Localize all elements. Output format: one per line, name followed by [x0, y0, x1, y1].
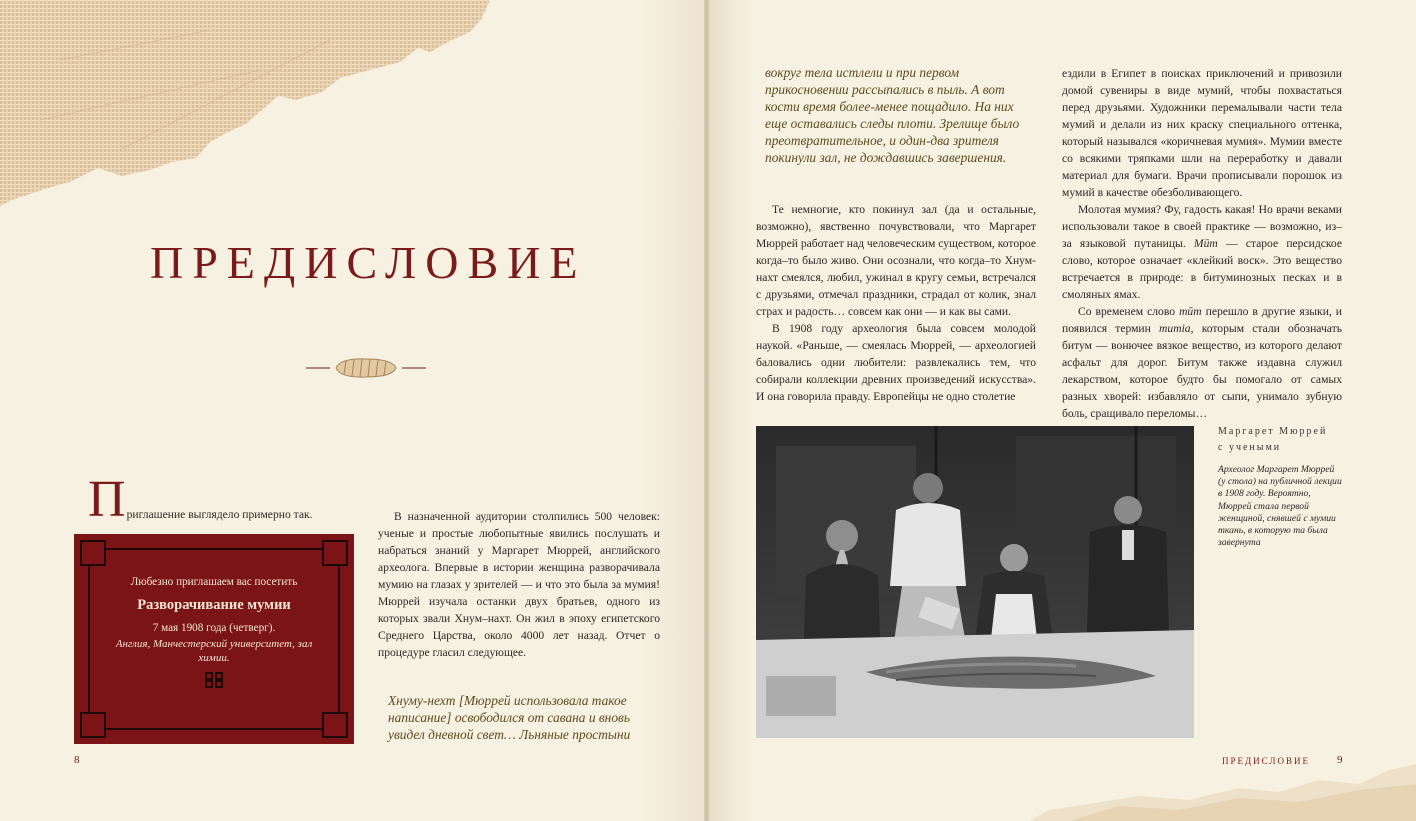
text-run: , которым стали обозначать битум — вонючее вязкое вещество, из которого делают асфальт для дорог. Битум также издавна служил лекарством, которое будто бы помогало от самых разных хворей: избавляло от сыпи, унимало зубную боль, сращивало переломы…: [1062, 322, 1343, 420]
invitation-text: [104, 576, 324, 694]
text-run: Молотая мумия? Фу, гадость какая! Но врачи веками использовали такое в своей практике — возможно, из–за языковой путаницы.: [1062, 203, 1342, 250]
left-page: [0, 0, 707, 821]
wrapped-mummy-ornament-icon: [306, 356, 426, 380]
intro-text: риглашение выглядело примерно так.: [126, 508, 313, 521]
right-quote: вокруг тела истлели и при первом прикосновении рассыпались в пыль. А вот кости время более-менее пощадило. На них еще оставались следы плоти. Зрелище было преотвратительное, и один-два зрителя покинули зал, не дождавшись завершения.: [765, 65, 1020, 165]
page-number-right: 9: [1337, 754, 1343, 766]
left-body-column: [378, 508, 660, 661]
invitation-date: 7 мая 1908 года (четверг).: [152, 622, 276, 634]
linen-cloth-texture: [0, 0, 500, 215]
body-paragraph: ездили в Египет в поисках приключений и привозили домой сувениры в виде мумий, чтобы похвастаться перед друзьями. Художники перемалывали части тела мумий и делали из них краску специального оттенка, который назывался «коричневая мумия». Мумии вместе со всякими тряпками шли на переработку и давали материал для бумаги. Врачи прописывали порошок из мумий в качестве обезболивающего.: [1062, 67, 1342, 199]
body-paragraph: [1062, 201, 1342, 303]
frame-corner-ornament: [80, 540, 106, 566]
body-paragraph: В назначенной аудитории столпились 500 человек: ученые и простые любопытные явились послушать и набраться знаний у Маргарет Мюррей, английского археолога. Впервые в истории женщина разворачивала мумию на глазах у зрителей — и что это была за мумия! Мюррей изучала останки двух братьев, одного из которых звали Хнум–нахт. Он жил в эпоху египетского Среднего Царства, около 4000 лет назад. Отчет о процедуре гласил следующее.: [378, 510, 660, 659]
italic-term: Mūm: [1193, 237, 1218, 250]
photo-caption-title: Маргарет Мюррей с учеными: [1218, 426, 1328, 453]
text-run: перешло в другие языки, и появился термин: [1062, 305, 1343, 335]
body-paragraph: Те немногие, кто покинул зал (да и остальные, возможно), явственно почувствовали, что Маргарет Мюррей работает над человеческим существом, которое когда–то было живо. Они осознали, что когда–то Хнум-нахт смеялся, любил, ужинал в кругу семьи, встречался с друзьями, отмечал праздники, страдал от колик, знал страх и радость… совсем как они — и как вы сами.: [756, 203, 1036, 318]
historic-photograph: [756, 426, 1194, 738]
frame-corner-ornament: [80, 712, 106, 738]
frame-corner-ornament: [322, 712, 348, 738]
left-quote: Хнуму-нехт [Мюррей использовала такое написание] освободился от савана и вновь увидел дневной свет… Льняные простыни: [388, 693, 631, 742]
right-column-2: [1062, 65, 1342, 422]
photo-caption-body: Археолог Маргарет Мюррей (у стола) на публичной лекции в 1908 году. Вероятно, Мюррей стала первой женщиной, снявшей с мумии ткань, в которую та была завернута: [1218, 464, 1342, 549]
body-paragraph: [1062, 303, 1342, 422]
invitation-line-1: Любезно приглашаем вас посетить: [130, 576, 298, 588]
frame-corner-ornament: [322, 540, 348, 566]
intro-line: [88, 471, 358, 528]
running-head: ПРЕДИСЛОВИЕ: [1222, 756, 1311, 766]
invitation-venue: Англия, Манчестерский университет, зал химии.: [115, 638, 313, 664]
italic-term: mūm: [1179, 305, 1202, 318]
text-run: Со временем слово: [1078, 305, 1180, 318]
italic-term: mumia: [1159, 322, 1191, 335]
invitation-heading: Разворачивание мумии: [137, 597, 291, 613]
linen-cloth-texture-bottom: [1029, 740, 1416, 821]
text-run: — старое персидское слово, которое означает «клейкий воск». Это вещество встречается в природе: в битуминозных песках и в смоляных ямах.: [1062, 237, 1342, 301]
body-paragraph: В 1908 году археология была совсем молодой наукой. «Раньше, — смеялась Мюррей, — археологией баловались одни любители: развлекались тем, что собирали коллекции древних произведений искусства». И она говорила правду. Европейцы не одно столетие: [756, 322, 1036, 403]
chapter-title: ПРЕДИСЛОВИЕ: [150, 237, 587, 288]
right-column-1: [756, 201, 1036, 405]
invitation-card: [74, 534, 354, 744]
page-number-left: 8: [74, 754, 80, 766]
knot-ornament-icon: [204, 671, 224, 689]
drop-cap: П: [88, 471, 126, 528]
